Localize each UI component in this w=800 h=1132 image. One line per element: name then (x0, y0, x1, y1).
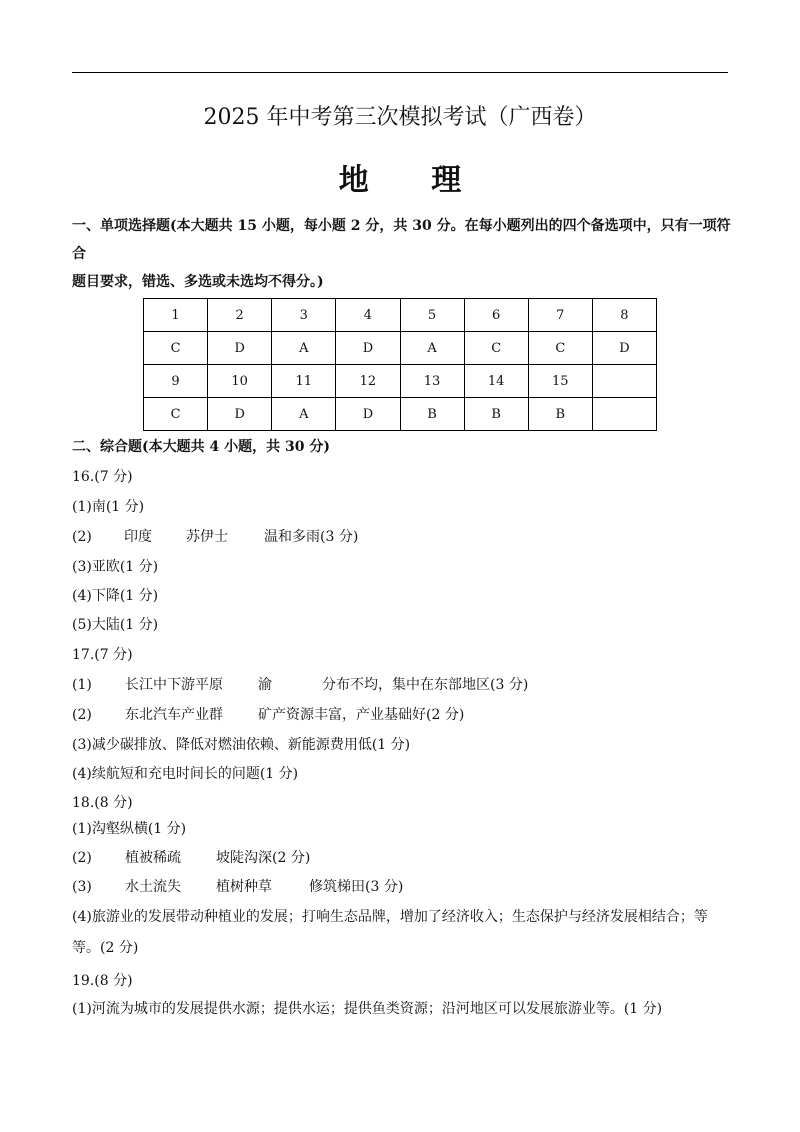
q18-a3 (72, 876, 403, 896)
q18-a4-line1: (4)旅游业的发展带动种植业的发展；打响生态品牌，增加了经济收入；生态保护与经济发展相结合；等 (72, 909, 708, 925)
q17-a2-part1: 东北汽车产业群 (125, 707, 223, 723)
q17-a1 (72, 674, 528, 694)
q16-a1: (1)南(1 分) (72, 499, 145, 515)
table-cell (592, 365, 656, 398)
q16-a2-part3: 温和多雨(3 分) (264, 529, 359, 545)
table-row (144, 365, 657, 398)
q18-a2-part2: 坡陡沟深(2 分) (216, 850, 311, 866)
q19-a1: (1)河流为城市的发展提供水源；提供水运；提供鱼类资源；沿河地区可以发展旅游业等。(1 分) (72, 1001, 663, 1017)
q16-a2 (72, 526, 358, 546)
table-cell: A (400, 332, 464, 365)
q19-head: 19.(8 分) (72, 973, 133, 989)
q16-a2-part2: 苏伊士 (186, 529, 228, 545)
q16-a2-label: (2) (72, 529, 92, 545)
q18-a1: (1)沟壑纵横(1 分) (72, 821, 187, 837)
table-cell: C (144, 332, 208, 365)
q17-a1-part1: 长江中下游平原 (125, 677, 223, 693)
table-cell: B (400, 398, 464, 431)
q17-a1-part3: 分布不均，集中在东部地区(3 分) (322, 677, 529, 693)
q17-a1-part2: 渝 (258, 677, 272, 693)
q17-a3: (3)减少碳排放、降低对燃油依赖、新能源费用低(1 分) (72, 737, 411, 753)
table-cell: 14 (464, 365, 528, 398)
q16-a3: (3)亚欧(1 分) (72, 559, 159, 575)
q18-a2 (72, 847, 310, 867)
table-cell: C (144, 398, 208, 431)
section1-heading-line2: 题目要求，错选、多选或未选均不得分。) (72, 274, 324, 290)
table-cell: 8 (592, 299, 656, 332)
q18-a3-part1: 水土流失 (125, 879, 181, 895)
q17-a2-label: (2) (72, 707, 92, 723)
table-cell: 13 (400, 365, 464, 398)
table-cell: 10 (208, 365, 272, 398)
table-cell: C (528, 332, 592, 365)
answer-table (143, 298, 657, 431)
q17-a2-part2: 矿产资源丰富，产业基础好(2 分) (258, 707, 465, 723)
q18-a3-part3: 修筑梯田(3 分) (309, 879, 404, 895)
q17-a2 (72, 704, 464, 724)
table-cell: 9 (144, 365, 208, 398)
q17-a4: (4)续航短和充电时间长的问题(1 分) (72, 766, 299, 782)
table-cell: 11 (272, 365, 336, 398)
table-cell: D (592, 332, 656, 365)
table-row (144, 332, 657, 365)
q17-head: 17.(7 分) (72, 647, 133, 663)
q18-a3-label: (3) (72, 879, 92, 895)
table-cell: 12 (336, 365, 400, 398)
q18-a4-line2: 等。(2 分) (72, 940, 139, 956)
table-cell (592, 398, 656, 431)
table-cell: 1 (144, 299, 208, 332)
top-rule (72, 72, 728, 73)
section1-heading (72, 212, 732, 296)
table-cell: C (464, 332, 528, 365)
table-cell: D (208, 398, 272, 431)
table-cell: 6 (464, 299, 528, 332)
q16-a2-part1: 印度 (124, 529, 152, 545)
table-cell: D (336, 398, 400, 431)
table-cell: D (336, 332, 400, 365)
table-cell: 5 (400, 299, 464, 332)
table-row (144, 299, 657, 332)
q17-a1-label: (1) (72, 677, 92, 693)
q16-head: 16.(7 分) (72, 469, 133, 485)
table-cell: D (208, 332, 272, 365)
table-cell: 15 (528, 365, 592, 398)
table-cell: 4 (336, 299, 400, 332)
q18-a2-label: (2) (72, 850, 92, 866)
q16-a4: (4)下降(1 分) (72, 588, 159, 604)
table-cell: 2 (208, 299, 272, 332)
q18-a2-part1: 植被稀疏 (125, 850, 181, 866)
table-cell: 3 (272, 299, 336, 332)
table-cell: 7 (528, 299, 592, 332)
exam-title: 2025 年中考第三次模拟考试（广西卷） (203, 105, 597, 130)
table-cell: A (272, 398, 336, 431)
table-cell: A (272, 332, 336, 365)
q18-a3-part2: 植树种草 (216, 879, 272, 895)
section2-heading: 二、综合题(本大题共 4 小题，共 30 分) (72, 439, 330, 455)
subject-title: 地 理 (338, 163, 488, 198)
q18-head: 18.(8 分) (72, 795, 133, 811)
table-cell: B (528, 398, 592, 431)
table-row (144, 398, 657, 431)
q16-a5: (5)大陆(1 分) (72, 617, 159, 633)
section1-heading-line1: 一、单项选择题(本大题共 15 小题，每小题 2 分，共 30 分。在每小题列出的四个备选项中，只有一项符合 (72, 218, 731, 262)
table-cell: B (464, 398, 528, 431)
